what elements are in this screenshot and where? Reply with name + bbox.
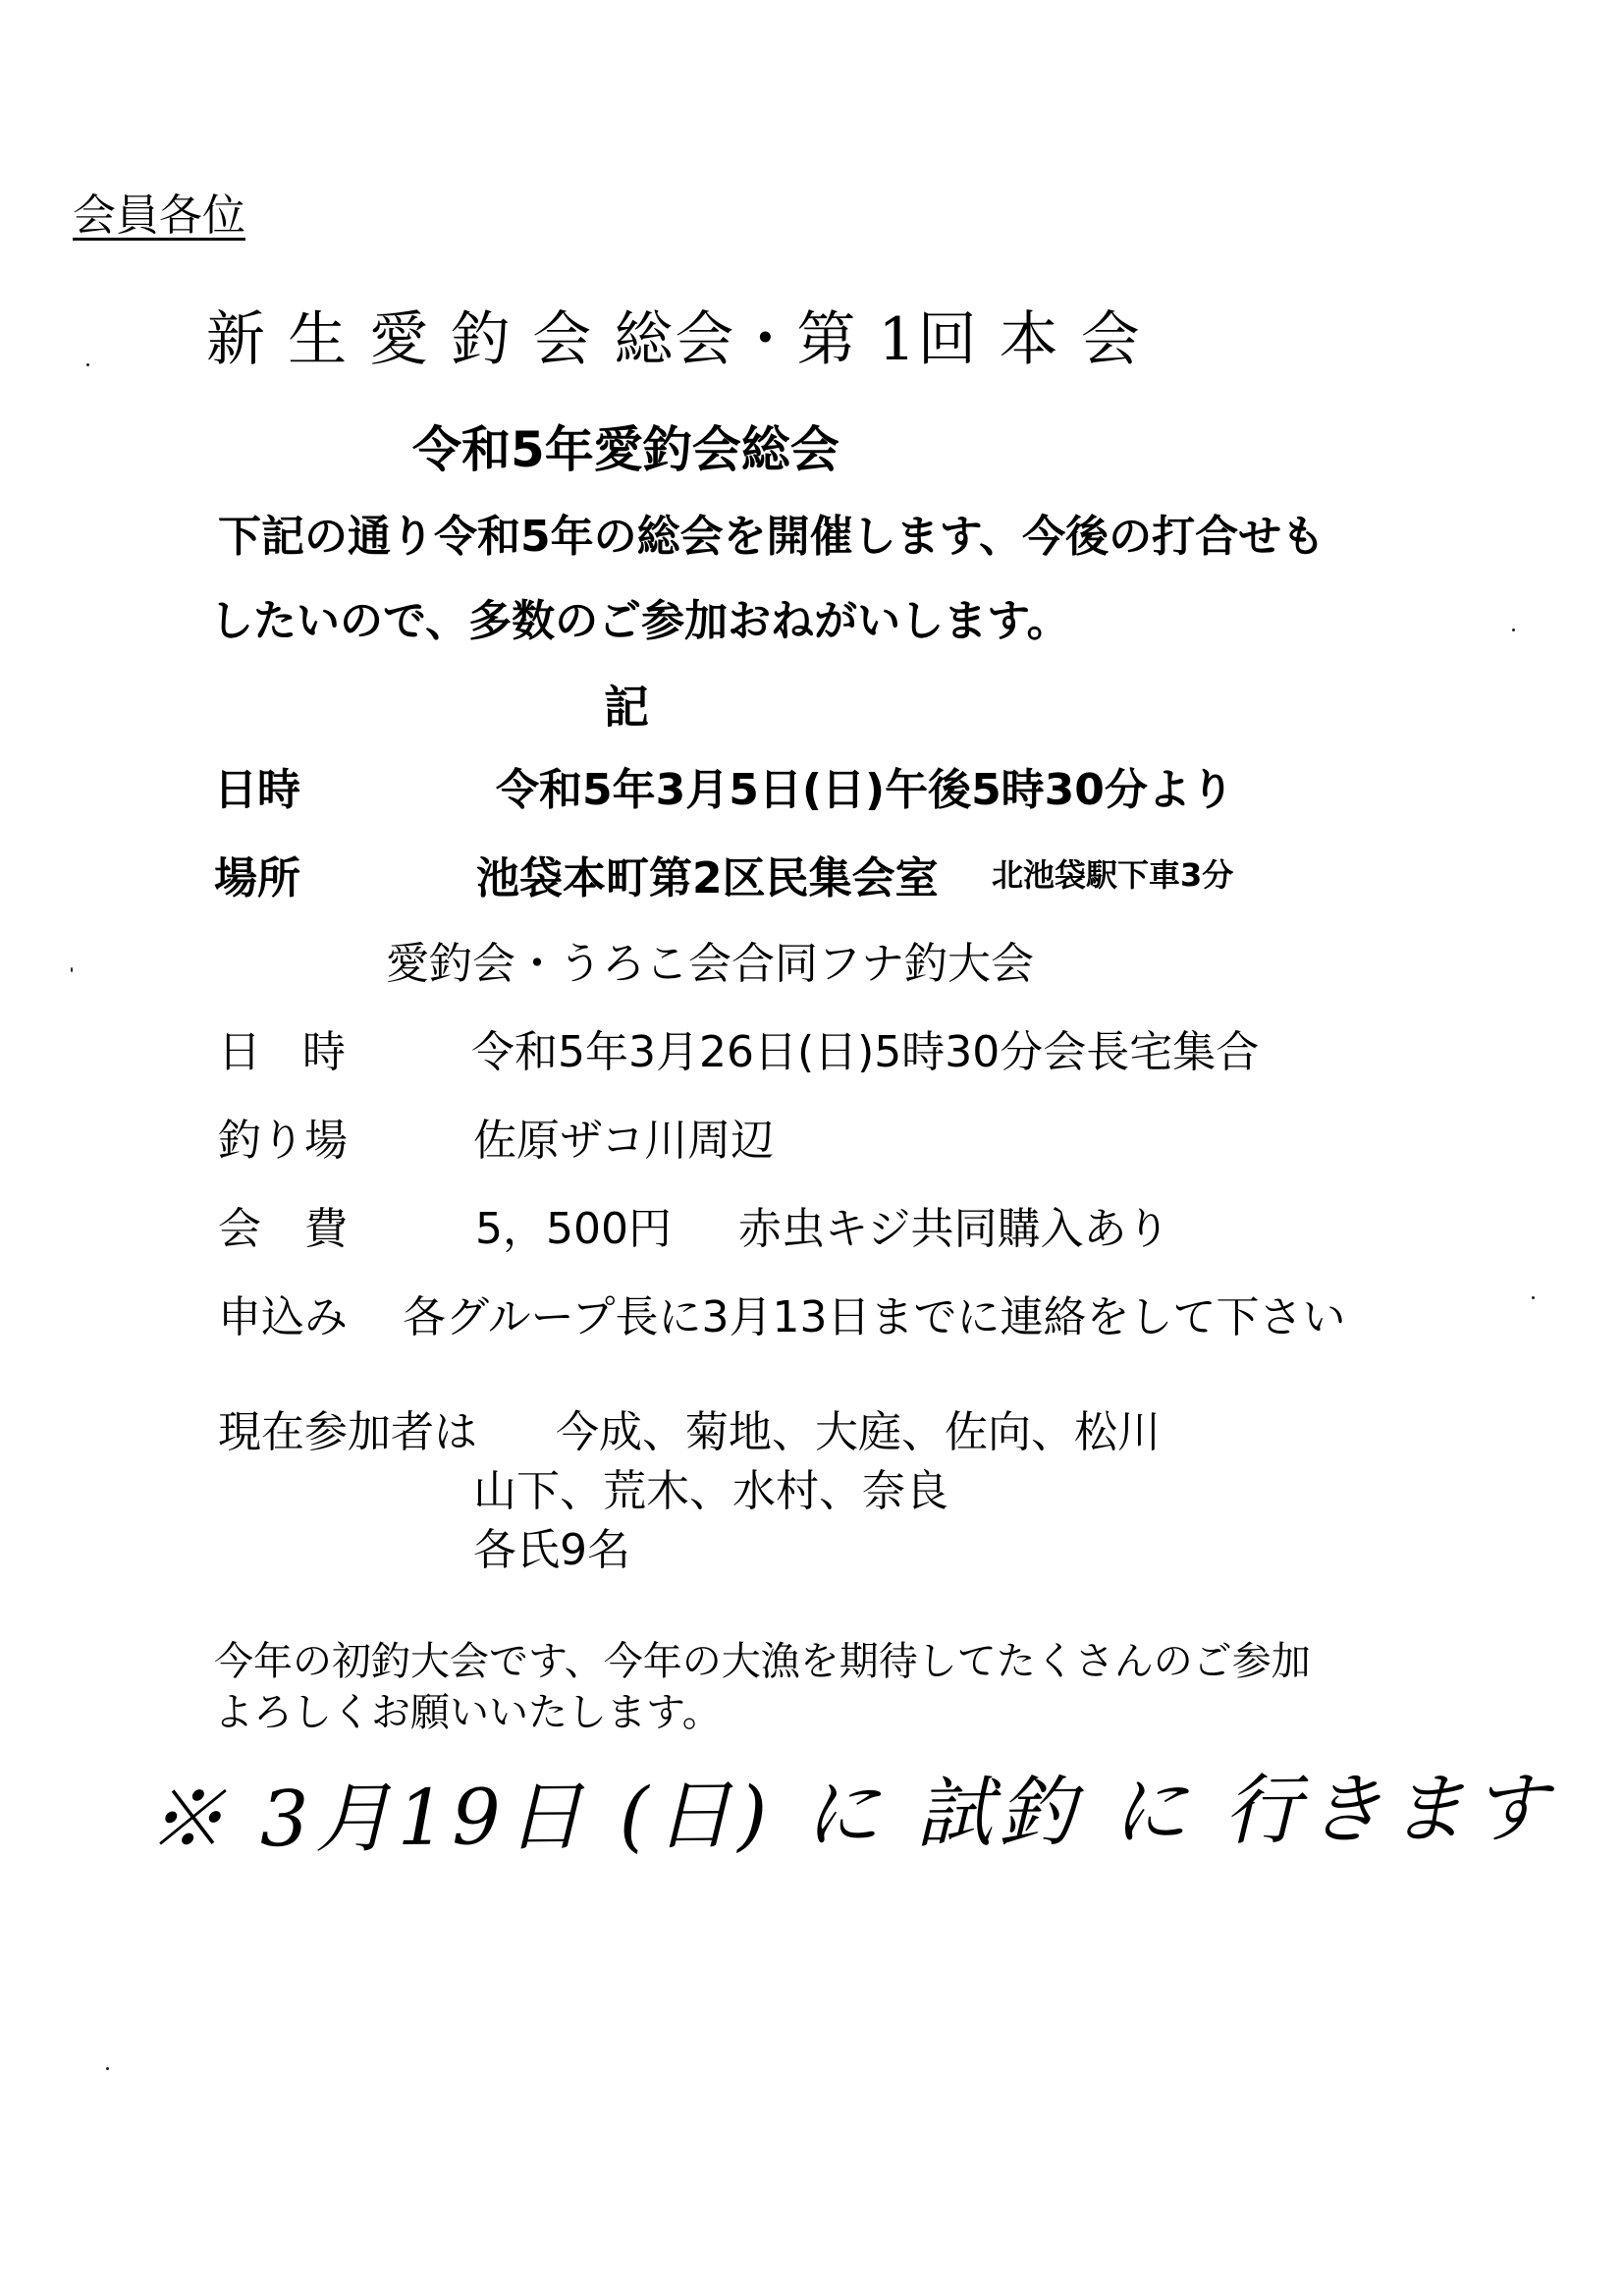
participants-line-3: 各氏9名 (473, 1525, 630, 1575)
tournament-datetime-value: 令和5年3月26日(日)5時30分会長宅集合 (471, 1027, 1260, 1077)
tournament-apply-value: 各グループ長に3月13日までに連絡をして下さい (403, 1292, 1346, 1342)
closing-line-1: 今年の初釣大会です、今年の大漁を期待してたくさんのご参加 (214, 1639, 1311, 1684)
participants-line-2: 山下、荒木、水村、奈良 (473, 1466, 948, 1516)
meeting-datetime-label: 日時 (214, 765, 300, 815)
tournament-spot-label: 釣り場 (218, 1116, 348, 1166)
meeting-place-note: 北池袋駅下車3分 (992, 856, 1234, 894)
tournament-fee-label: 会 費 (218, 1204, 348, 1254)
tournament-datetime-label: 日 時 (218, 1027, 359, 1077)
meeting-place-value: 池袋本町第2区民集会室 (476, 853, 939, 903)
scan-speck (106, 2067, 109, 2070)
page-title: 新 生 愛 釣 会 総会・第 1回 本 会 (206, 305, 1142, 374)
scan-speck (1532, 1296, 1535, 1299)
scan-speck (86, 363, 89, 366)
intro-line-1: 下記の通り令和5年の総会を開催します、今後の打合せも (218, 512, 1326, 562)
meeting-datetime-value: 令和5年3月5日(日)午後5時30分より (496, 765, 1234, 815)
tournament-apply-label: 申込み (218, 1292, 348, 1342)
tournament-spot-value: 佐原ザコ川周辺 (473, 1116, 775, 1166)
addressee: 会員各位 (73, 191, 245, 241)
ki-heading: 記 (604, 681, 649, 734)
meeting-place-label: 場所 (214, 853, 300, 903)
scan-speck (71, 967, 73, 972)
closing-line-2: よろしくお願いいたします。 (214, 1690, 722, 1735)
page-subtitle: 令和5年愛釣会総会 (412, 421, 839, 478)
participants-label: 現在参加者は (218, 1407, 477, 1457)
tournament-title: 愛釣会・うろこ会合同フナ釣大会 (386, 939, 1034, 989)
intro-line-2: したいので、多数のご参加おねがいします。 (210, 596, 1070, 646)
tournament-fee-value: 5，500円 (475, 1204, 672, 1254)
tournament-fee-note: 赤虫キジ共同購入あり (738, 1204, 1170, 1254)
handwritten-note: ※ 3月19日 (日) に 試釣 に 行きます (146, 1764, 1554, 1866)
scan-speck (1512, 629, 1515, 631)
participants-line-1: 今成、菊地、大庭、佐向、松川 (556, 1407, 1161, 1457)
